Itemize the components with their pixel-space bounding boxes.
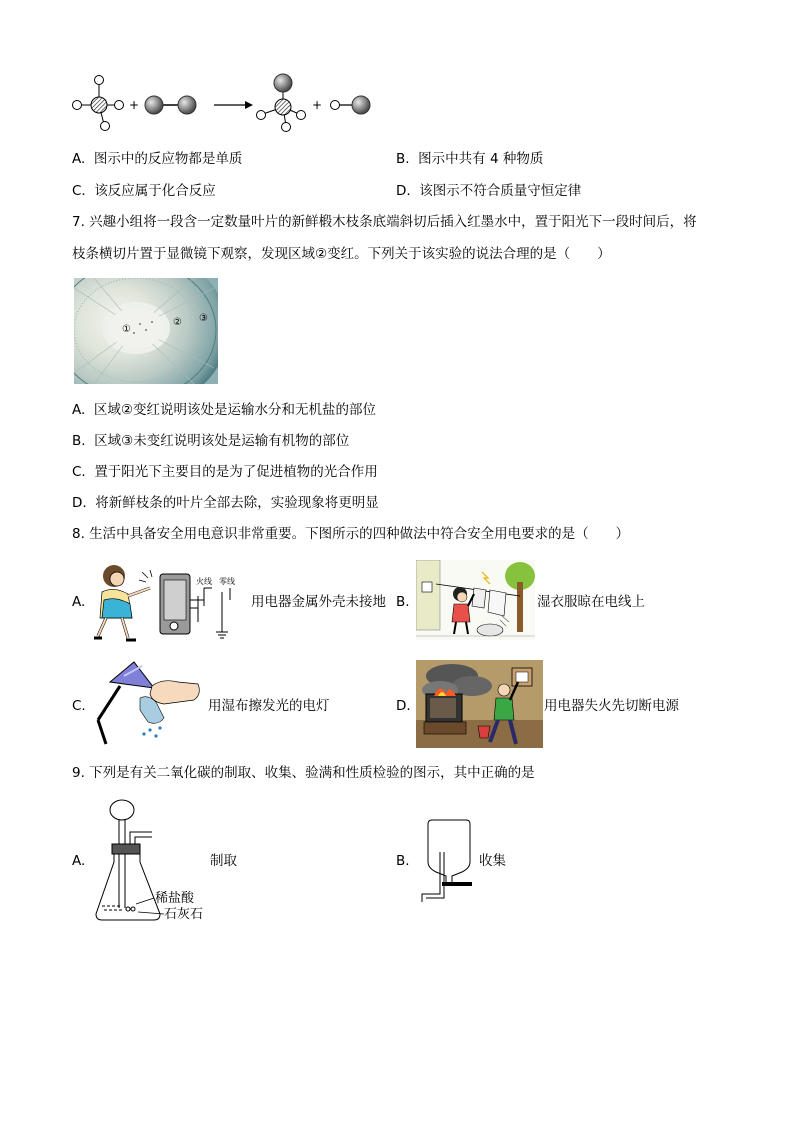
co2-collection-apparatus xyxy=(418,816,474,906)
q8-stem: 8. 生活中具备安全用电意识非常重要。下图所示的四种做法中符合安全用电要求的是（ ） xyxy=(72,526,630,542)
plus-sign: + xyxy=(312,98,323,112)
q8-option-c-text: 用湿布擦发光的电灯 xyxy=(208,698,330,714)
dilute-hcl-label: 稀盐酸 xyxy=(155,891,195,906)
reaction-diagram xyxy=(70,70,380,132)
q7-option-a[interactable]: A. 区域②变红说明该处是运输水分和无机盐的部位 xyxy=(72,402,376,418)
q8-option-a-letter[interactable]: A. xyxy=(72,594,86,610)
limestone-label: 石灰石 xyxy=(164,907,204,922)
stem-cross-section-image xyxy=(74,278,218,384)
product-molecule xyxy=(257,74,306,132)
q9-option-b-text: 收集 xyxy=(479,853,506,869)
q6-option-c[interactable]: C. 该反应属于化合反应 xyxy=(72,183,216,199)
q8-option-d-text: 用电器失火先切断电源 xyxy=(544,698,679,714)
q6-option-a[interactable]: A. 图示中的反应物都是单质 xyxy=(72,151,243,167)
reaction-arrow xyxy=(214,101,253,109)
q7-stem-line2: 枝条横切片置于显微镜下观察，发现区域②变红。下列关于该实验的说法合理的是（ ） xyxy=(72,246,611,262)
methane-like-molecule xyxy=(73,76,124,131)
ungrounded-appliance-image xyxy=(92,560,244,644)
cut-power-fire-image xyxy=(416,660,543,748)
hcl-like-molecule xyxy=(331,96,371,114)
wet-clothes-on-wire-image xyxy=(416,560,535,640)
co2-preparation-apparatus xyxy=(92,796,222,926)
q8-option-b-text: 湿衣服晾在电线上 xyxy=(537,594,645,610)
q7-option-b[interactable]: B. 区域③未变红说明该处是运输有机物的部位 xyxy=(72,433,350,449)
q6-option-b[interactable]: B. 图示中共有 4 种物质 xyxy=(396,151,544,167)
q9-option-a-text: 制取 xyxy=(210,853,237,869)
fire-line-label: 火线 xyxy=(196,577,212,586)
wet-cloth-lamp-image xyxy=(92,660,204,746)
q9-option-b-letter[interactable]: B. xyxy=(396,853,410,869)
q6-option-d[interactable]: D. 该图示不符合质量守恒定律 xyxy=(396,183,582,199)
q7-stem-line1: 7. 兴趣小组将一段含一定数量叶片的新鲜椴木枝条底端斜切后插入红墨水中，置于阳光下一段时间后，将 xyxy=(72,214,697,230)
region-label-2: ② xyxy=(173,317,182,328)
q9-stem: 9. 下列是有关二氧化碳的制取、收集、验满和性质检验的图示，其中正确的是 xyxy=(72,765,535,781)
q7-option-d[interactable]: D. 将新鲜枝条的叶片全部去除，实验现象将更明显 xyxy=(72,495,379,511)
region-label-3: ③ xyxy=(199,313,208,324)
plus-sign: + xyxy=(129,98,140,112)
q8-option-d-letter[interactable]: D. xyxy=(396,698,411,714)
zero-line-label: 零线 xyxy=(219,577,235,586)
q9-option-a-letter[interactable]: A. xyxy=(72,853,86,869)
q7-option-c[interactable]: C. 置于阳光下主要目的是为了促进植物的光合作用 xyxy=(72,464,378,480)
region-label-1: ① xyxy=(122,324,131,335)
q8-option-c-letter[interactable]: C. xyxy=(72,698,86,714)
diatomic-molecule xyxy=(145,96,196,114)
q8-option-a-text: 用电器金属外壳未接地 xyxy=(251,594,386,610)
q8-option-b-letter[interactable]: B. xyxy=(396,594,410,610)
